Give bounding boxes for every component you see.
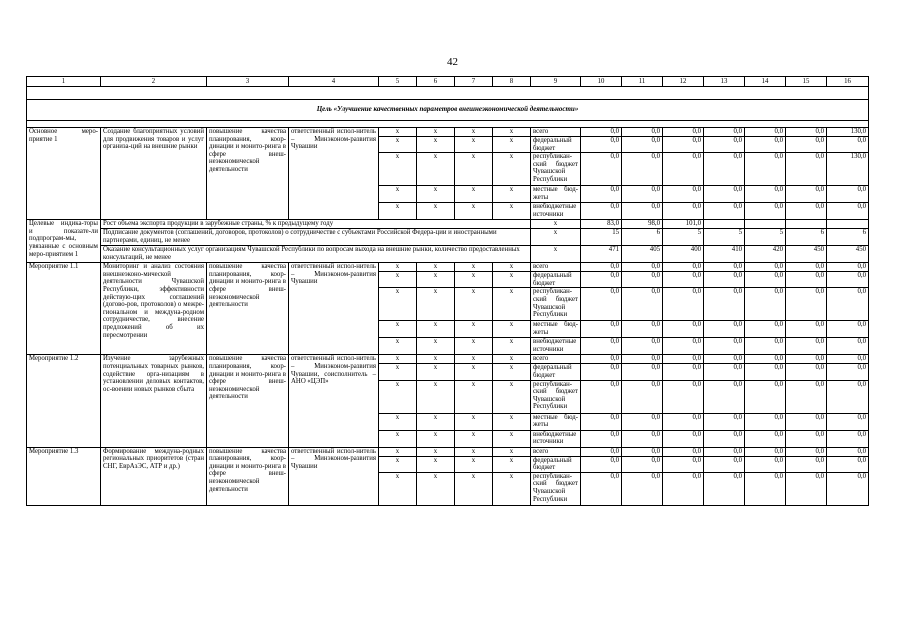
value-cell: 0,0 — [745, 456, 786, 472]
x-mark: x — [379, 321, 417, 338]
x-mark: x — [417, 456, 455, 472]
target-value — [827, 220, 869, 229]
value-cell: 0,0 — [581, 128, 622, 137]
x-mark: x — [493, 364, 531, 380]
value-cell: 0,0 — [827, 203, 869, 220]
funding-source: местные бюд-жеты — [531, 413, 581, 430]
value-cell: 0,0 — [745, 263, 786, 272]
x-mark: x — [455, 380, 493, 413]
value-cell: 0,0 — [827, 321, 869, 338]
x-mark: x — [379, 128, 417, 137]
value-cell: 0,0 — [827, 472, 869, 505]
target-value: 450 — [827, 246, 869, 263]
funding-source: республикан-ский бюджет Чувашской Республики — [531, 380, 581, 413]
funding-source: республикан-ский бюджет Чувашской Республики — [531, 153, 581, 186]
value-cell: 0,0 — [745, 186, 786, 203]
target-value — [704, 220, 745, 229]
x-mark: x — [379, 272, 417, 288]
x-mark: x — [493, 153, 531, 186]
x-mark: x — [493, 186, 531, 203]
value-cell: 0,0 — [663, 288, 704, 321]
x-mark: x — [455, 447, 493, 456]
value-cell: 0,0 — [663, 203, 704, 220]
event-1-2-row — [27, 355, 869, 364]
x-mark: x — [379, 203, 417, 220]
value-cell: 0,0 — [622, 272, 663, 288]
value-cell: 0,0 — [622, 364, 663, 380]
column-header: 7 — [455, 77, 493, 87]
event-1-1-title: Мониторинг и анализ состояния внешнеэконо-мической деятельности Чувашской Республики, эффективности действую-щих соглашений (догово-ров, протоколов) о межре-гиональном и междуна-родном сотрудничестве, внесение предложений об их пересмотрении — [101, 263, 207, 355]
main-event-title: Создание благоприятных условий для продвижения товаров и услуг организа-ций на внешние рынки — [101, 128, 207, 220]
x-mark: x — [417, 430, 455, 447]
main-event-goal: повышение качества планирования, коор-динации и монито-ринга в сфере внеш-неэкономической деятельности — [207, 128, 289, 220]
header-row — [27, 77, 869, 87]
value-cell: 0,0 — [663, 186, 704, 203]
target-value: 5 — [663, 229, 704, 246]
x-mark: x — [455, 203, 493, 220]
spacer — [27, 121, 869, 128]
value-cell: 0,0 — [581, 137, 622, 153]
funding-source: всего — [531, 263, 581, 272]
value-cell: 130,0 — [827, 128, 869, 137]
value-cell: 0,0 — [745, 430, 786, 447]
x-mark: x — [493, 430, 531, 447]
column-header: 10 — [581, 77, 622, 87]
value-cell: 0,0 — [663, 128, 704, 137]
target-value — [745, 220, 786, 229]
target-row — [27, 246, 869, 263]
x-mark: x — [455, 288, 493, 321]
column-header: 16 — [827, 77, 869, 87]
funding-source: республикан-ский бюджет Чувашской Республики — [531, 472, 581, 505]
funding-source: федеральный бюджет — [531, 364, 581, 380]
value-cell: 0,0 — [786, 321, 827, 338]
x-mark: x — [417, 355, 455, 364]
column-header: 15 — [786, 77, 827, 87]
value-cell: 0,0 — [827, 288, 869, 321]
value-cell: 0,0 — [827, 338, 869, 355]
funding-source: всего — [531, 447, 581, 456]
funding-source: всего — [531, 128, 581, 137]
x-mark: x — [417, 186, 455, 203]
x-mark: x — [417, 272, 455, 288]
x-mark: x — [493, 272, 531, 288]
goal-row — [27, 100, 869, 121]
value-cell: 0,0 — [581, 263, 622, 272]
column-header: 4 — [289, 77, 379, 87]
value-cell: 0,0 — [704, 430, 745, 447]
value-cell: 0,0 — [581, 364, 622, 380]
target-value: 471 — [581, 246, 622, 263]
x-mark: x — [379, 380, 417, 413]
program-table — [26, 76, 869, 506]
target-value: 101,0 — [663, 220, 704, 229]
value-cell: 0,0 — [827, 456, 869, 472]
value-cell: 0,0 — [786, 272, 827, 288]
target-text: Рост объема экспорта продукции в зарубежные страны, % к предыдущему году — [101, 220, 531, 229]
value-cell: 0,0 — [663, 153, 704, 186]
x-mark: x — [417, 413, 455, 430]
event-1-1-name: Мероприятие 1.1 — [27, 263, 101, 355]
value-cell: 0,0 — [663, 472, 704, 505]
value-cell: 0,0 — [704, 186, 745, 203]
value-cell: 0,0 — [745, 321, 786, 338]
x-mark: x — [455, 355, 493, 364]
value-cell: 0,0 — [581, 153, 622, 186]
event-1-3-row — [27, 447, 869, 456]
x-mark: x — [493, 128, 531, 137]
target-value: 6 — [827, 229, 869, 246]
value-cell: 0,0 — [622, 456, 663, 472]
value-cell: 0,0 — [704, 413, 745, 430]
value-cell: 0,0 — [622, 321, 663, 338]
value-cell: 0,0 — [745, 128, 786, 137]
funding-source: всего — [531, 355, 581, 364]
value-cell: 0,0 — [622, 203, 663, 220]
x-mark: x — [531, 246, 581, 263]
value-cell: 0,0 — [622, 153, 663, 186]
value-cell: 0,0 — [827, 263, 869, 272]
value-cell: 0,0 — [663, 456, 704, 472]
value-cell: 0,0 — [745, 137, 786, 153]
value-cell: 0,0 — [745, 272, 786, 288]
value-cell: 0,0 — [622, 472, 663, 505]
event-1-3-title: Формирование междуна-родных региональных приоритетов (стран СНГ, ЕврАзЭС, АТР и др.) — [101, 447, 207, 505]
target-value: 5 — [704, 229, 745, 246]
value-cell: 0,0 — [622, 137, 663, 153]
x-mark: x — [493, 413, 531, 430]
page-number: 42 — [447, 56, 458, 68]
column-header: 8 — [493, 77, 531, 87]
x-mark: x — [531, 220, 581, 229]
value-cell: 0,0 — [704, 263, 745, 272]
target-text: Подписание документов (соглашений, договоров, протоколов) о сотрудничестве с субъектами Российской Федера-ции и иностранными партнерами, единиц, не менее — [101, 229, 531, 246]
value-cell: 0,0 — [622, 128, 663, 137]
funding-source: местные бюд-жеты — [531, 186, 581, 203]
x-mark: x — [455, 364, 493, 380]
target-value: 405 — [622, 246, 663, 263]
value-cell: 0,0 — [581, 472, 622, 505]
target-value: 6 — [622, 229, 663, 246]
target-value: 420 — [745, 246, 786, 263]
value-cell: 0,0 — [622, 263, 663, 272]
target-row — [27, 229, 869, 246]
x-mark: x — [455, 137, 493, 153]
goal-title: Цель «Улучшение качественных параметров внешнеэкономической деятельности» — [27, 100, 869, 121]
value-cell: 0,0 — [786, 355, 827, 364]
main-event-row — [27, 128, 869, 137]
x-mark: x — [379, 355, 417, 364]
target-row — [27, 220, 869, 229]
event-1-2-goal: повышение качества планирования, коор-динации и монито-ринга в сфере внеш-неэкономической деятельности — [207, 355, 289, 447]
x-mark: x — [493, 203, 531, 220]
value-cell: 0,0 — [581, 380, 622, 413]
x-mark: x — [417, 338, 455, 355]
value-cell: 0,0 — [827, 380, 869, 413]
main-event-name: Основное меро-приятие 1 — [27, 128, 101, 220]
x-mark: x — [455, 338, 493, 355]
x-mark: x — [417, 137, 455, 153]
x-mark: x — [493, 338, 531, 355]
spacer-row — [27, 87, 869, 100]
x-mark: x — [379, 413, 417, 430]
funding-source: федеральный бюджет — [531, 137, 581, 153]
value-cell: 0,0 — [745, 472, 786, 505]
funding-source: федеральный бюджет — [531, 272, 581, 288]
target-value: 450 — [786, 246, 827, 263]
x-mark: x — [379, 153, 417, 186]
x-mark: x — [379, 288, 417, 321]
x-mark: x — [417, 128, 455, 137]
column-header: 14 — [745, 77, 786, 87]
x-mark: x — [379, 456, 417, 472]
funding-source: местные бюд-жеты — [531, 321, 581, 338]
value-cell: 0,0 — [745, 413, 786, 430]
event-1-2-name: Мероприятие 1.2 — [27, 355, 101, 447]
value-cell: 0,0 — [827, 186, 869, 203]
target-value: 5 — [745, 229, 786, 246]
x-mark: x — [379, 430, 417, 447]
value-cell: 0,0 — [786, 364, 827, 380]
value-cell: 0,0 — [581, 321, 622, 338]
target-value: 83,0 — [581, 220, 622, 229]
x-mark: x — [455, 413, 493, 430]
targets-label: Целевые индика-торы и показате-ли подпрограм-мы, увязанные с основным меро-приятием 1 — [27, 220, 101, 263]
value-cell: 0,0 — [663, 338, 704, 355]
event-1-1-executor: ответственный испол-нитель – Минэконом-развития Чувашии — [289, 263, 379, 355]
value-cell: 0,0 — [663, 430, 704, 447]
x-mark: x — [493, 447, 531, 456]
value-cell: 0,0 — [704, 380, 745, 413]
x-mark: x — [493, 263, 531, 272]
value-cell: 0,0 — [827, 272, 869, 288]
x-mark: x — [417, 153, 455, 186]
value-cell: 0,0 — [786, 472, 827, 505]
value-cell: 0,0 — [663, 137, 704, 153]
value-cell: 0,0 — [581, 338, 622, 355]
x-mark: x — [455, 456, 493, 472]
target-value: 410 — [704, 246, 745, 263]
value-cell: 0,0 — [622, 447, 663, 456]
value-cell: 0,0 — [581, 456, 622, 472]
spacer — [27, 87, 869, 100]
target-text: Оказание консультационных услуг организациям Чувашской Республики по вопросам выхода на внешние рынки, количество предоставленных консультаций, не менее — [101, 246, 531, 263]
column-header: 2 — [101, 77, 207, 87]
value-cell: 0,0 — [663, 447, 704, 456]
value-cell: 0,0 — [786, 137, 827, 153]
value-cell: 0,0 — [704, 364, 745, 380]
target-value: 98,0 — [622, 220, 663, 229]
x-mark: x — [379, 447, 417, 456]
x-mark: x — [493, 288, 531, 321]
value-cell: 0,0 — [745, 364, 786, 380]
funding-source: внебюджетные источники — [531, 203, 581, 220]
x-mark: x — [417, 203, 455, 220]
column-header: 3 — [207, 77, 289, 87]
value-cell: 0,0 — [827, 447, 869, 456]
value-cell: 0,0 — [663, 413, 704, 430]
value-cell: 0,0 — [581, 186, 622, 203]
x-mark: x — [417, 321, 455, 338]
target-value: 15 — [581, 229, 622, 246]
x-mark: x — [417, 380, 455, 413]
value-cell: 0,0 — [704, 153, 745, 186]
value-cell: 0,0 — [581, 272, 622, 288]
x-mark: x — [379, 338, 417, 355]
value-cell: 0,0 — [581, 355, 622, 364]
event-1-3-executor: ответственный испол-нитель – Минэконом-развития Чувашии — [289, 447, 379, 505]
value-cell: 0,0 — [827, 364, 869, 380]
value-cell: 0,0 — [704, 137, 745, 153]
value-cell: 0,0 — [827, 137, 869, 153]
target-value — [786, 220, 827, 229]
value-cell: 130,0 — [827, 153, 869, 186]
column-header: 11 — [622, 77, 663, 87]
value-cell: 0,0 — [786, 288, 827, 321]
x-mark: x — [417, 288, 455, 321]
column-header: 13 — [704, 77, 745, 87]
x-mark: x — [493, 137, 531, 153]
x-mark: x — [379, 364, 417, 380]
event-1-2-title: Изучение зарубежных потенциальных товарных рынков, содействие орга-низациям в установлении деловых контактов, ос-воении новых рынков сбыта — [101, 355, 207, 447]
value-cell: 0,0 — [786, 430, 827, 447]
main-event-executor: ответственный испол-нитель – Минэконом-развития Чувашии — [289, 128, 379, 220]
value-cell: 0,0 — [704, 128, 745, 137]
value-cell: 0,0 — [704, 338, 745, 355]
value-cell: 0,0 — [786, 380, 827, 413]
x-mark: x — [417, 447, 455, 456]
value-cell: 0,0 — [581, 413, 622, 430]
funding-source: внебюджетные источники — [531, 430, 581, 447]
value-cell: 0,0 — [622, 288, 663, 321]
column-header: 9 — [531, 77, 581, 87]
x-mark: x — [379, 186, 417, 203]
value-cell: 0,0 — [786, 153, 827, 186]
value-cell: 0,0 — [663, 380, 704, 413]
value-cell: 0,0 — [704, 447, 745, 456]
x-mark: x — [455, 263, 493, 272]
value-cell: 0,0 — [622, 430, 663, 447]
x-mark: x — [455, 430, 493, 447]
funding-source: республикан-ский бюджет Чувашской Республики — [531, 288, 581, 321]
value-cell: 0,0 — [745, 355, 786, 364]
funding-source: федеральный бюджет — [531, 456, 581, 472]
value-cell: 0,0 — [663, 355, 704, 364]
value-cell: 0,0 — [622, 380, 663, 413]
value-cell: 0,0 — [622, 413, 663, 430]
x-mark: x — [493, 456, 531, 472]
value-cell: 0,0 — [704, 203, 745, 220]
value-cell: 0,0 — [622, 355, 663, 364]
event-1-1-row — [27, 263, 869, 272]
x-mark: x — [455, 472, 493, 505]
target-value: 6 — [786, 229, 827, 246]
funding-source: внебюджетные источники — [531, 338, 581, 355]
value-cell: 0,0 — [745, 380, 786, 413]
spacer-row — [27, 121, 869, 128]
value-cell: 0,0 — [581, 288, 622, 321]
column-header: 1 — [27, 77, 101, 87]
x-mark: x — [493, 321, 531, 338]
value-cell: 0,0 — [745, 338, 786, 355]
x-mark: x — [455, 272, 493, 288]
value-cell: 0,0 — [663, 272, 704, 288]
x-mark: x — [379, 137, 417, 153]
x-mark: x — [417, 364, 455, 380]
x-mark: x — [493, 472, 531, 505]
value-cell: 0,0 — [663, 321, 704, 338]
value-cell: 0,0 — [704, 456, 745, 472]
value-cell: 0,0 — [581, 447, 622, 456]
event-1-2-executor: ответственный испол-нитель – Минэконом-развития Чувашии, соисполнитель – АНО «ЦЭП» — [289, 355, 379, 447]
column-header: 6 — [417, 77, 455, 87]
value-cell: 0,0 — [745, 153, 786, 186]
x-mark: x — [455, 186, 493, 203]
value-cell: 0,0 — [704, 321, 745, 338]
value-cell: 0,0 — [704, 288, 745, 321]
event-1-3-goal: повышение качества планирования, коор-динации и монито-ринга в сфере внеш-неэкономической деятельности — [207, 447, 289, 505]
x-mark: x — [417, 263, 455, 272]
value-cell: 0,0 — [581, 203, 622, 220]
x-mark: x — [455, 153, 493, 186]
value-cell: 0,0 — [581, 430, 622, 447]
value-cell: 0,0 — [622, 338, 663, 355]
value-cell: 0,0 — [745, 203, 786, 220]
value-cell: 0,0 — [827, 355, 869, 364]
event-1-1-goal: повышение качества планирования, коор-динации и монито-ринга в сфере внеш-неэкономической деятельности — [207, 263, 289, 355]
value-cell: 0,0 — [622, 186, 663, 203]
x-mark: x — [379, 472, 417, 505]
value-cell: 0,0 — [745, 288, 786, 321]
x-mark: x — [417, 472, 455, 505]
x-mark: x — [493, 380, 531, 413]
column-header: 12 — [663, 77, 704, 87]
value-cell: 0,0 — [786, 456, 827, 472]
value-cell: 0,0 — [827, 430, 869, 447]
value-cell: 0,0 — [663, 263, 704, 272]
value-cell: 0,0 — [786, 338, 827, 355]
value-cell: 0,0 — [786, 203, 827, 220]
value-cell: 0,0 — [827, 413, 869, 430]
value-cell: 0,0 — [786, 263, 827, 272]
value-cell: 0,0 — [663, 364, 704, 380]
x-mark: x — [493, 355, 531, 364]
x-mark: x — [455, 128, 493, 137]
x-mark: x — [379, 263, 417, 272]
column-header: 5 — [379, 77, 417, 87]
event-1-3-name: Мероприятие 1.3 — [27, 447, 101, 505]
value-cell: 0,0 — [745, 447, 786, 456]
value-cell: 0,0 — [786, 447, 827, 456]
x-mark: x — [531, 229, 581, 246]
value-cell: 0,0 — [704, 272, 745, 288]
x-mark: x — [455, 321, 493, 338]
value-cell: 0,0 — [786, 128, 827, 137]
value-cell: 0,0 — [786, 413, 827, 430]
value-cell: 0,0 — [704, 472, 745, 505]
target-value: 400 — [663, 246, 704, 263]
value-cell: 0,0 — [786, 186, 827, 203]
value-cell: 0,0 — [704, 355, 745, 364]
